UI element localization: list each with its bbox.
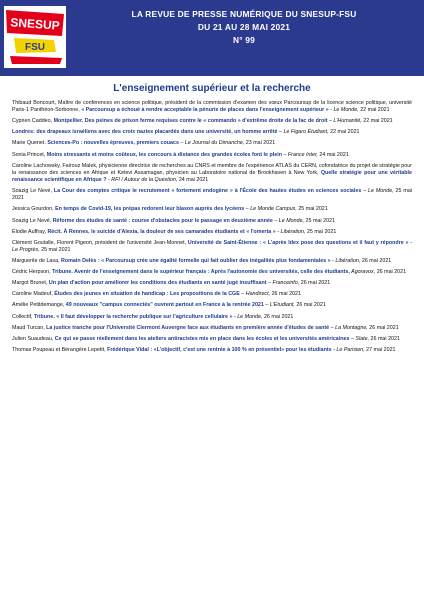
entry-date: 26 mai 2021 [299,280,331,287]
entry-title-link[interactable]: Frédérique Vidal : «L'objectif, c'est une rentrée à 100 % en présentiel» pour les étudiants [107,346,332,353]
entry-source: - Libération, [275,228,306,235]
press-entry [12,314,412,321]
press-entry [12,325,412,332]
logo-text-bottom: FSU [25,42,45,53]
entry-source: – Le Monde, [272,217,305,224]
entry-author: Thomas Poupeau et Bérangère Lepetit, [12,346,108,353]
header-band [0,0,424,76]
entry-author: Thibaud Boncourt, Maître de conférences en science politique, président de la commission d'examen des vœux Parcoursup de la licence science politique, université Paris-1 Panthéon-Sorbonne, [12,100,412,114]
entry-source: – L'Humanité, [327,118,362,125]
entry-title-link[interactable]: La justice tranche pour l'Université Clermont Auvergne face aux étudiants en première année d'études de santé [46,324,330,331]
entry-source: - Le Progrès, [12,239,413,253]
entry-author: Cédric Herpson, [12,269,53,276]
entry-date: 24 mai 2021 [317,151,349,158]
press-entry [12,291,412,298]
logo-text-top: SNESUP [9,15,61,33]
entry-author: Margot Brunet, [12,280,49,287]
header-title: LA REVUE DE PRESSE NUMÉRIQUE DU SNESUP-FSU [131,9,357,19]
press-entry [12,218,412,225]
entry-title-link[interactable]: « Parcoursup a échoué à rendre acceptable la pénurie de places dans l'enseignement supérieur » [81,107,329,114]
entry-date: 22 mai 2021 [361,118,393,125]
entry-date: 24 mai 2021 [177,177,209,184]
entry-author: Jessica Gourdon, [12,206,56,213]
entry-title-link[interactable]: Études des jeunes en situation de handicap : Les propositions de la CGE [54,291,240,298]
entry-source: – Le Figaro Étudiant, [277,129,329,136]
entry-title-link[interactable]: Un plan d'action pour améliorer les conditions des étudiants en santé jugé insuffisant [48,280,267,287]
entry-title-link[interactable]: Tribune. Avenir de l'enseignement dans le supérieur français : Après l'autonomie des universités, celle des étudiants, [52,269,350,276]
press-entry [12,302,412,309]
press-entry [12,129,412,136]
entry-date: 25 mai 2021 [12,188,412,202]
entry-author: Collectif, [12,313,34,320]
entry-title-link[interactable]: Moins stressants et moins coûteux, les concours à distance des grandes écoles font le plein [46,151,282,158]
press-entry [12,118,412,125]
entry-author: Élodie Auffray, [12,228,48,235]
press-entry [12,269,412,276]
entry-title-link[interactable]: Récit. À Rennes, le suicide d'Alexia, la douleur de ses camarades étudiants et « l'omerta » [47,228,276,235]
entry-date: 23 mai 2021 [244,140,276,147]
entry-title-link[interactable]: Sciences-Po : nouvelles épreuves, premiers couacs [47,140,179,147]
entry-date: 26 mai 2021 [360,258,392,265]
header-text [70,8,418,47]
entry-title-link[interactable]: En temps de Covid-19, les prépas redorent leur blason auprès des lycéens [55,206,245,213]
entry-author: Sonia Princet, [12,151,47,158]
press-entry [12,206,412,213]
entry-date: 27 mai 2021 [364,346,396,353]
entry-title-link[interactable]: Université de Saint-Étienne : « L'après Idex pose des questions et il faut y répondre » [187,239,409,246]
entry-source: – Franceinfo, [266,280,300,287]
entry-author: Clément Goutalle, Florent Pigeon, président de l'université Jean-Monnet, [12,239,188,246]
entry-author: Soazig Le Nevé, [12,188,54,195]
entry-author: Caroline Madeuf, [12,291,55,298]
entry-date: 25 mai 2021 [296,206,328,213]
entry-title-link[interactable]: Ce qui se passe réellement dans les ateliers antiracistes mis en place dans les écoles et les universités américaines [54,335,350,342]
entry-title-link[interactable]: Montpellier. Des peines de prison ferme requises contre le « commando » d'extrême droite de la fac de droit [53,118,328,125]
entry-source: – Slate, [349,335,370,342]
press-entry [12,152,412,159]
entry-source: - Le Monde, [232,313,263,320]
press-entry [12,280,412,287]
entry-title-link[interactable]: Romain Delès : « Parcoursup crée une égalité formelle qui fait oublier des inégalités plus fondamentales » [61,258,331,265]
header-dates: DU 21 AU 28 MAI 2021 [197,22,291,32]
entry-date: 26 mai 2021 [375,269,407,276]
snesup-fsu-logo [4,6,66,68]
entry-author: Soazig Le Nevé, [12,217,53,224]
entry-source: – Le Monde Campus, [244,206,297,213]
entry-source: Agoravox, [349,269,376,276]
press-entry [12,229,412,236]
entry-source: - Le Parisien, [331,346,365,353]
entry-source: – La Montagne, [329,324,368,331]
section-title: L'enseignement supérieur et la recherche [113,83,311,94]
entry-title-link[interactable]: Londres: des drapeaux israéliens avec des croix nazies placardés dans une université, un homme arrêté [12,129,278,136]
entry-author: Julien Suaudeau, [12,335,55,342]
entry-title-link[interactable]: Tribune. « Il faut développer la recherche publique sur l'agriculture cellulaire » [33,313,233,320]
entry-date: 22 mai 2021 [358,107,390,114]
entry-date: 22 mai 2021 [328,129,360,136]
entry-source: - Libération, [330,258,361,265]
entry-source: – Le Journal du Dimanche, [178,140,245,147]
entry-date: 26 mai 2021 [262,313,294,320]
entry-author: Cyprien Caddeo, [12,118,54,125]
entry-source: - Le Monde, [328,107,359,114]
press-entry [12,258,412,265]
header-issue-number: N° 99 [232,35,256,45]
entry-author: Marie Quenet. [12,140,48,147]
entry-date: 26 mai 2021 [369,335,400,342]
press-entry [12,163,412,185]
entry-date: 26 mai 2021 [367,324,399,331]
press-entries-list [0,100,424,354]
entry-source: – L'Étudiant, [263,302,295,309]
entry-title-link[interactable]: La Cour des comptes critique le recrutement « fortement endogène » à l'École des hautes études en sciences sociales [53,188,362,195]
entry-source: – Le Monde, [361,188,394,195]
entry-title-link[interactable]: Réforme des études de santé : course d'obstacles pour le passage en deuxième année [52,217,273,224]
entry-source: – Handirect, [239,291,271,298]
entry-source: - RFI / Autour de la Question, [106,177,178,184]
press-entry [12,336,412,343]
entry-author: Maud Turcan, [12,324,47,331]
entry-author: Caroline Lachowsky, Fairouz Malek, physicienne directrice de recherches au CNRS et membre de l'expérience ATLAS du CERN, cofondatrice du projet de stratégie pour la renaissance des sciences en Afrique et Ketevi Assamagan, physicien au Laboratoire national de Brookhaven à New York, [12,162,412,176]
entry-date: 25 mai 2021 [39,246,71,253]
entry-author: Amélie Petitdemange, [12,302,66,309]
entry-date: 25 mai 2021 [305,228,337,235]
entry-date: 25 mai 2021 [304,217,335,224]
entry-title-link[interactable]: Quelle stratégie pour une véritable renaissance scientifique en Afrique ? [12,169,412,184]
press-entry [12,188,412,202]
entry-date: 26 mai 2021 [294,302,326,309]
press-entry [12,100,412,114]
press-entry [12,347,412,354]
press-entry [12,140,412,147]
entry-title-link[interactable]: 49 nouveaux "campus connectés" ouvrent partout en France à la rentrée 2021 [65,302,264,309]
entry-author: Marguerite de Lasa, [12,258,62,265]
entry-date: 26 mai 2021 [270,291,301,298]
entry-source: – France Inter, [281,151,318,158]
press-entry [12,240,412,254]
